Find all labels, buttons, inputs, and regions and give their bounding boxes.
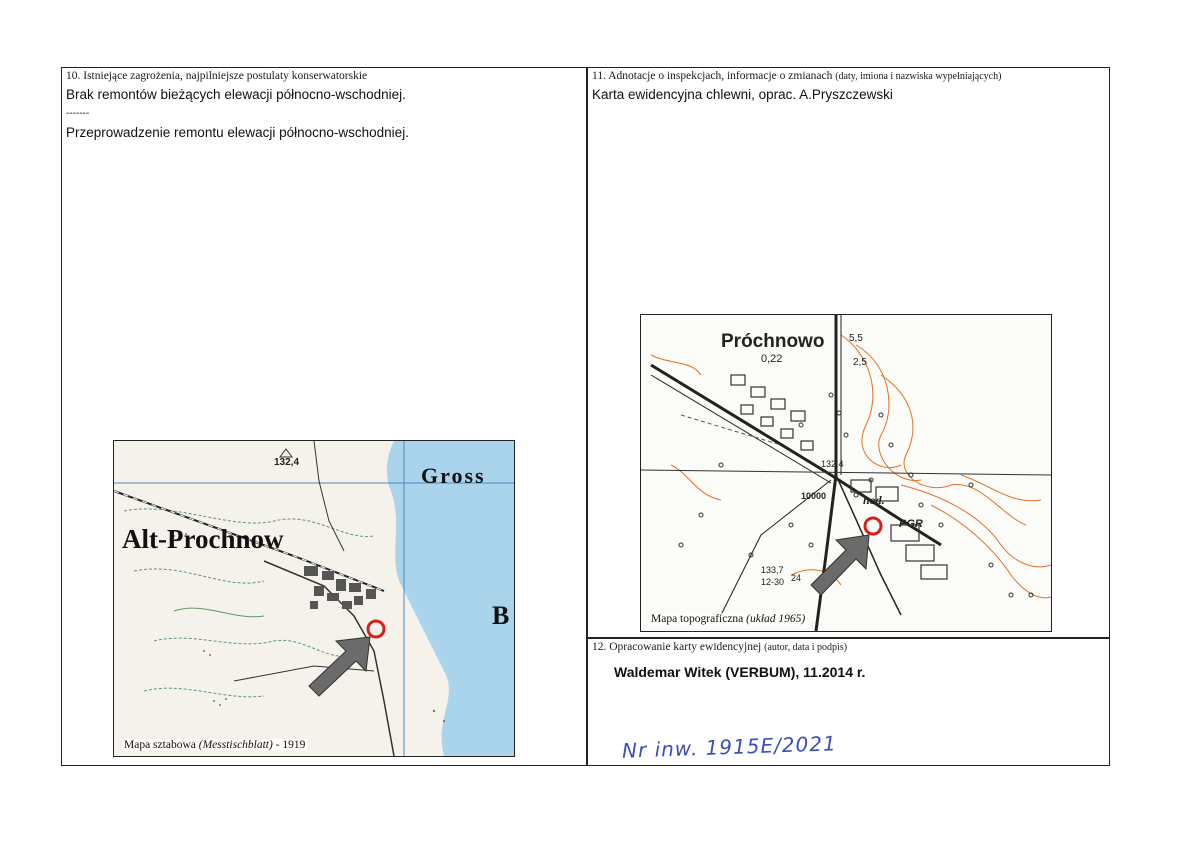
column-divider <box>586 67 588 766</box>
section12-author: Waldemar Witek (VERBUM), 11.2014 r. <box>614 664 866 680</box>
section10-threat-text: Brak remontów bieżących elewacji północno-wschodniej. <box>66 87 406 102</box>
map-topographic-drawing <box>641 315 1051 631</box>
section11-header <box>592 70 1001 82</box>
map-left-caption <box>122 739 307 751</box>
section10-postulate-text: Przeprowadzenie remontu elewacji północno-wschodniej. <box>66 125 409 140</box>
section11-annotation-text: Karta ewidencyjna chlewni, oprac. A.Pryszczewski <box>592 87 893 102</box>
section11-header-main: 11. Adnotacje o inspekcjach, informacje o zmianach <box>592 70 833 82</box>
map-right-55-label: 5,5 <box>849 333 863 344</box>
map-left-height-label: 132,4 <box>274 457 300 468</box>
map-right-24-label: 24 <box>791 573 802 583</box>
map-left-caption-suffix: - 1919 <box>275 739 306 751</box>
map-right-pgr-label: PGR <box>899 518 923 530</box>
map-right-pop-label: 0,22 <box>761 353 783 365</box>
map-right-town-label: Próchnowo <box>721 331 825 352</box>
map-right-1230-label: 12-30 <box>761 577 785 587</box>
section12-header <box>592 641 847 653</box>
map-right-caption-prefix: Mapa topograficzna <box>651 613 744 625</box>
section12-header-main: 12. Opracowanie karty ewidencyjnej <box>592 641 762 653</box>
map-topographic <box>640 314 1052 632</box>
map-messtischblatt <box>113 440 515 757</box>
map-left-lake-label: Gross <box>421 463 486 488</box>
section10-header: 10. Istniejące zagrożenia, najpilniejsze postulaty konserwatorskie <box>66 70 368 82</box>
map-right-10000-label: 10000 <box>801 491 827 501</box>
map-right-caption-italic: (układ 1965) <box>746 613 806 625</box>
map-left-caption-prefix: Mapa sztabowa <box>124 739 196 751</box>
map-right-hod-label: hod. <box>863 493 885 507</box>
map-left-town-label: Alt-Prochnow <box>122 524 284 554</box>
section12-divider <box>586 637 1110 639</box>
section11-header-note: (daty, imiona i nazwiska wypełniających) <box>835 71 1002 82</box>
section10-separator: ------- <box>66 108 90 119</box>
map-left-b-label: B <box>492 601 510 630</box>
map-right-1324-label: 132,4 <box>821 459 844 469</box>
map-left-caption-italic: (Messtischblatt) <box>198 739 273 751</box>
map-right-1337-label: 133,7 <box>761 565 784 575</box>
map-right-caption <box>649 613 807 625</box>
section12-header-note: (autor, data i podpis) <box>764 642 848 653</box>
map-right-25-label: 2,5 <box>853 357 867 368</box>
inventory-number-signature: Nr inw. 1915E/2021 <box>621 731 838 763</box>
